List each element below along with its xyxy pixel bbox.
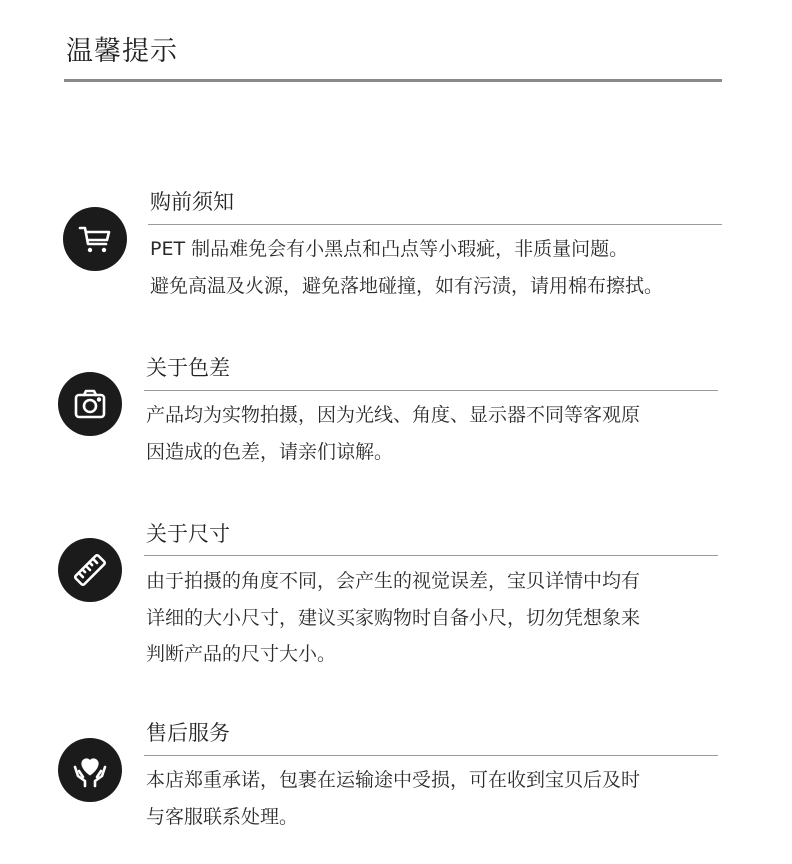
header-title: 温馨提示 xyxy=(66,36,178,67)
header-divider xyxy=(64,79,722,82)
section-divider xyxy=(144,555,718,556)
section-divider xyxy=(144,755,718,756)
section-divider xyxy=(148,224,722,225)
section-title: 关于色差 xyxy=(146,356,230,380)
section-title: 关于尺寸 xyxy=(146,522,230,546)
camera-icon xyxy=(58,372,122,436)
text-line: 避免高温及火源，避免落地碰撞，如有污渍，请用棉布擦拭。 xyxy=(150,274,664,297)
section-text xyxy=(150,231,663,304)
text-line: 判断产品的尺寸大小。 xyxy=(146,643,337,665)
section-text xyxy=(146,397,640,470)
text-line: 与客服联系处理。 xyxy=(146,805,299,828)
text-line: PET 制品难免会有小黑点和凸点等小瑕疵，非质量问题。 xyxy=(150,238,629,260)
section-title: 购前须知 xyxy=(150,190,234,214)
shopping-cart-icon xyxy=(63,207,127,271)
heart-hands-icon xyxy=(58,738,122,802)
text-line: 由于拍摄的角度不同，会产生的视觉误差，宝贝详情中均有 xyxy=(146,570,641,592)
section-text xyxy=(146,563,640,673)
text-line: 详细的大小尺寸，建议买家购物时自备小尺，切勿凭想象来 xyxy=(146,606,641,629)
section-text xyxy=(146,762,640,835)
section-divider xyxy=(144,390,718,391)
text-line: 本店郑重承诺，包裹在运输途中受损，可在收到宝贝后及时 xyxy=(146,769,641,791)
section-title: 售后服务 xyxy=(146,721,230,745)
ruler-icon xyxy=(58,538,122,602)
text-line: 产品均为实物拍摄，因为光线、角度、显示器不同等客观原 xyxy=(146,404,641,426)
text-line: 因造成的色差，请亲们谅解。 xyxy=(146,440,394,463)
